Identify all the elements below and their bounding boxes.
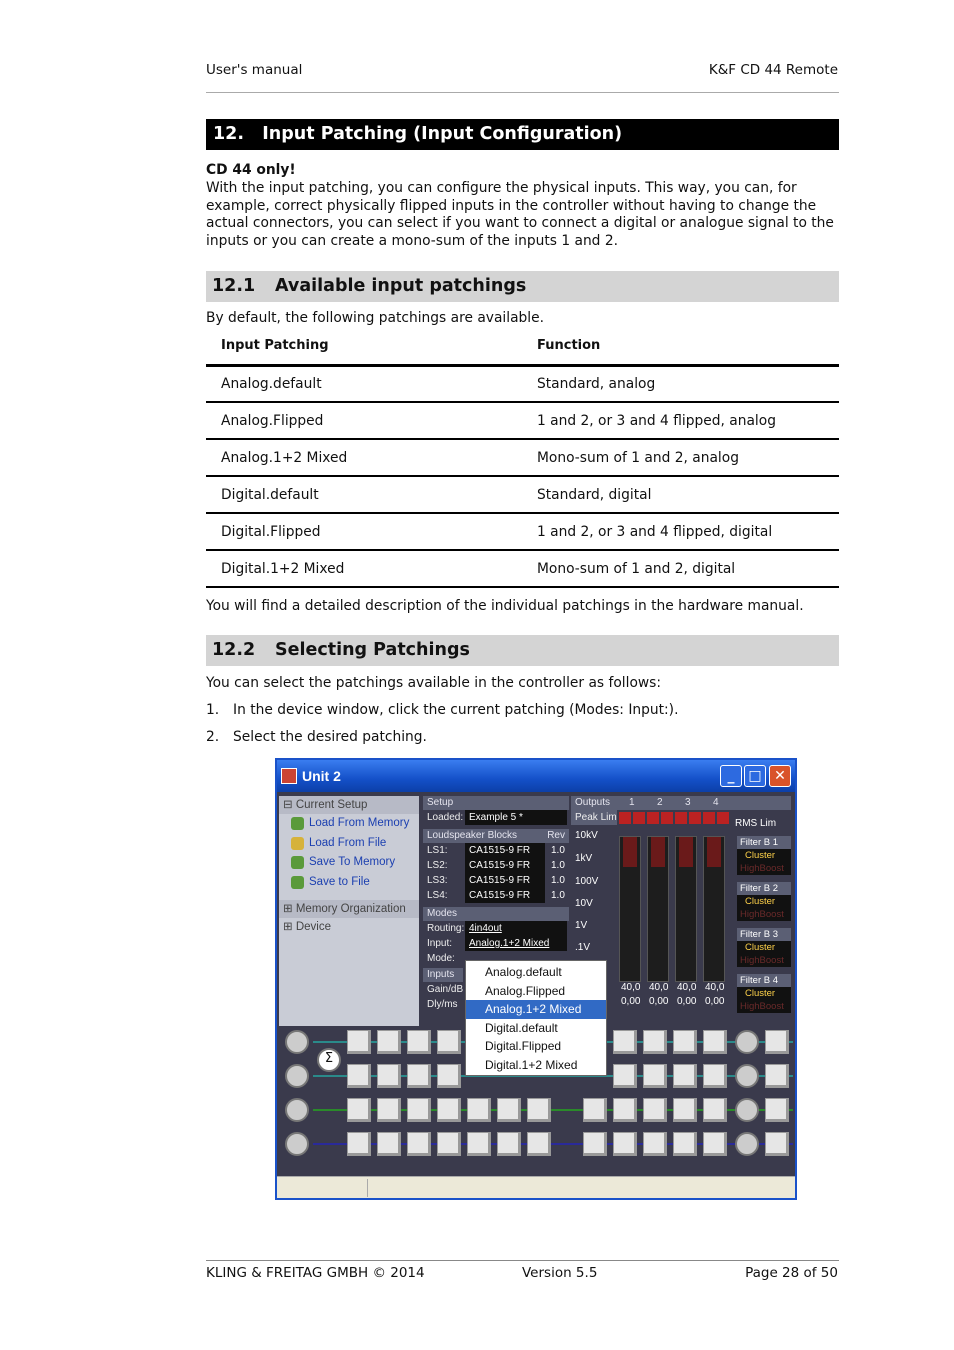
header-left: User's manual [206, 62, 303, 78]
table-cell: Digital.1+2 Mixed [206, 550, 522, 587]
crossover-block-icon[interactable] [497, 1132, 521, 1156]
sidebar-device[interactable]: ⊞ Device [279, 918, 419, 936]
crossover-block-icon[interactable] [673, 1132, 697, 1156]
table-cell: Standard, digital [522, 476, 839, 513]
footer-center: Version 5.5 [522, 1265, 598, 1281]
amp-block-icon[interactable] [765, 1132, 789, 1156]
polarity-block-icon[interactable] [613, 1030, 637, 1054]
polarity-block-icon[interactable] [613, 1098, 637, 1122]
menu-item[interactable]: Digital.1+2 Mixed [485, 1057, 578, 1072]
delay-block-icon[interactable] [703, 1132, 727, 1156]
close-icon[interactable]: ✕ [769, 765, 791, 787]
routing-value[interactable]: 4in4out [465, 921, 567, 936]
modes-head: Modes [423, 907, 569, 921]
sidebar-current-setup[interactable]: ⊟ Current Setup [279, 796, 419, 814]
subsection-heading-1 [206, 271, 839, 302]
crossover-block-icon[interactable] [673, 1064, 697, 1088]
patching-table [206, 328, 839, 588]
setup-panel: Setup Loaded: Example 5 * Loudspeaker Blocks Rev LS1: CA1515-9 FR 1.0 LS2: CA1515-9 FR 1.0 LS3: CA1515-9 FR 1.0 LS4: CA1515-9 FR 1.0 Modes Routing: 4in4out Input: Analog.1+2 Mixed Mode: Inputs Gain/dB Dly/ms [423, 796, 569, 1012]
subsection-number: 12.2 [212, 640, 256, 660]
save-file-icon [291, 876, 304, 889]
limiter-block-icon[interactable] [643, 1132, 667, 1156]
menu-item-selected[interactable]: Analog.1+2 Mixed [466, 1000, 606, 1019]
peak-lim-label: Peak Lim [575, 812, 617, 823]
eq-block-icon[interactable] [347, 1098, 371, 1122]
table-cell: Standard, analog [522, 365, 839, 402]
limiter-block-icon[interactable] [643, 1030, 667, 1054]
subsection-title: Selecting Patchings [275, 640, 470, 660]
subsection-lead: By default, the following patchings are available. [206, 310, 544, 326]
loaded-label: Loaded: [427, 812, 464, 823]
ls-value[interactable]: CA1515-9 FR [465, 843, 545, 858]
crossover-block-icon[interactable] [673, 1098, 697, 1122]
filter-block-icon[interactable] [467, 1132, 491, 1156]
filter-block-icon[interactable] [377, 1064, 401, 1088]
filter-block-icon[interactable] [583, 1098, 607, 1122]
section-heading [206, 119, 839, 150]
sum-icon[interactable]: Σ [317, 1048, 341, 1072]
ls-value[interactable]: CA1515-9 FR [465, 858, 545, 873]
filter-block-icon[interactable] [407, 1064, 431, 1088]
table-row [206, 439, 839, 476]
filter-block-icon[interactable] [437, 1030, 461, 1054]
load-memory-icon [291, 817, 304, 830]
filter-block-icon[interactable] [377, 1132, 401, 1156]
level-meter [619, 836, 641, 982]
header-rule [206, 92, 839, 93]
section-number: 12. [213, 124, 245, 144]
subsection-heading-2 [206, 635, 839, 666]
filter-block-icon[interactable] [407, 1030, 431, 1054]
delay-block-icon[interactable] [703, 1098, 727, 1122]
table-cell: Mono-sum of 1 and 2, analog [522, 439, 839, 476]
delay-block-icon[interactable] [703, 1064, 727, 1088]
loaded-value: Example 5 * [465, 810, 567, 825]
filter-block-icon[interactable] [467, 1098, 491, 1122]
filter-box[interactable]: Filter B 3 Cluster HighBoost [737, 928, 791, 972]
output-knob-icon[interactable] [735, 1132, 759, 1156]
section-title: Input Patching (Input Configuration) [262, 124, 623, 144]
table-cell: Digital.default [206, 476, 522, 513]
filter-block-icon[interactable] [377, 1030, 401, 1054]
footer-left: KLING & FREITAG GMBH © 2014 [206, 1265, 425, 1281]
header-right: K&F CD 44 Remote [708, 62, 838, 78]
amp-block-icon[interactable] [765, 1030, 789, 1054]
intro-line-4: inputs or you can create a mono-sum of the inputs 1 and 2. [206, 232, 618, 249]
setup-head: Setup [423, 796, 569, 810]
eq-block-icon[interactable] [347, 1030, 371, 1054]
output-knob-icon[interactable] [735, 1098, 759, 1122]
ls-value[interactable]: CA1515-9 FR [465, 873, 545, 888]
patching-dropdown-menu [465, 960, 607, 1076]
footer-right: Page 28 of 50 [745, 1265, 838, 1281]
table-cell: 1 and 2, or 3 and 4 flipped, analog [522, 402, 839, 439]
table-row [206, 365, 839, 402]
dly-value[interactable]: 0,00 [649, 996, 669, 1007]
input-connector-icon[interactable] [285, 1132, 309, 1156]
level-meter [647, 836, 669, 982]
table-cell: Analog.Flipped [206, 402, 522, 439]
status-bar [277, 1176, 795, 1198]
gain-row [619, 982, 731, 996]
menu-item[interactable]: Digital.default [485, 1020, 558, 1035]
dly-value[interactable]: 0,00 [621, 996, 641, 1007]
polarity-block-icon[interactable] [613, 1064, 637, 1088]
app-icon [281, 768, 297, 784]
table-row [206, 550, 839, 587]
footer-rule [206, 1260, 839, 1261]
sidebar-item-save-memory[interactable]: Save To Memory [279, 853, 419, 873]
menu-item[interactable]: Analog.default [485, 965, 562, 979]
step-text: In the device window, click the current patching (Modes: Input:). [233, 702, 679, 718]
polarity-block-icon[interactable] [613, 1132, 637, 1156]
dly-value[interactable]: 0,00 [705, 996, 725, 1007]
subsection-number: 12.1 [212, 276, 256, 296]
filter-block-icon[interactable] [407, 1098, 431, 1122]
gain-value[interactable]: 40,0 [621, 982, 641, 993]
save-memory-icon [291, 856, 304, 869]
eq-block-icon[interactable] [347, 1064, 371, 1088]
table-header: Function [522, 328, 839, 365]
filter-box[interactable]: Filter B 2 Cluster HighBoost [737, 882, 791, 926]
table-cell: Analog.default [206, 365, 522, 402]
filter-box[interactable]: Filter B 1 Cluster HighBoost [737, 836, 791, 880]
delay-block-icon[interactable] [527, 1132, 551, 1156]
intro-line-1: With the input patching, you can configure the physical inputs. This way, you can, for [206, 180, 797, 196]
limiter-block-icon[interactable] [643, 1064, 667, 1088]
unit-window [275, 758, 797, 1200]
eq-block-icon[interactable] [347, 1132, 371, 1156]
crossover-block-icon[interactable] [497, 1098, 521, 1122]
amp-block-icon[interactable] [765, 1098, 789, 1122]
input-connector-icon[interactable] [285, 1064, 309, 1088]
gain-value[interactable]: 40,0 [705, 982, 725, 993]
level-meter [703, 836, 725, 982]
maximize-icon[interactable]: □ [744, 765, 766, 787]
subsection-title: Available input patchings [275, 276, 527, 296]
sidebar [279, 796, 419, 1026]
filter-block-icon[interactable] [437, 1132, 461, 1156]
cd44-note: CD 44 only! [206, 162, 296, 178]
filter-block-icon[interactable] [377, 1098, 401, 1122]
filter-block-icon[interactable] [583, 1132, 607, 1156]
step-number: 1. [206, 702, 220, 718]
table-cell: Digital.Flipped [206, 513, 522, 550]
table-row [206, 402, 839, 439]
peak-limit-leds [619, 812, 731, 824]
level-meter [675, 836, 697, 982]
sidebar-item-load-memory[interactable]: Load From Memory [279, 814, 419, 834]
dly-value[interactable]: 0,00 [677, 996, 697, 1007]
menu-item[interactable]: Digital.Flipped [485, 1039, 562, 1054]
intro-line-3: actual connectors, you can select if you want to connect a digital or analogue signal to the [206, 215, 834, 231]
table-row [206, 513, 839, 550]
rms-lim-label: RMS Lim [735, 818, 777, 829]
table-header-row [206, 328, 839, 365]
menu-item[interactable]: Analog.Flipped [485, 983, 566, 998]
dly-row [619, 996, 731, 1010]
inputs-head: Inputs [423, 968, 463, 982]
minimize-icon[interactable]: _ [720, 765, 742, 787]
step-number: 2. [206, 729, 220, 745]
table-cell: Mono-sum of 1 and 2, digital [522, 550, 839, 587]
table-header: Input Patching [206, 328, 522, 365]
folder-icon [291, 837, 304, 850]
gain-value[interactable]: 40,0 [649, 982, 669, 993]
ls-value[interactable]: CA1515-9 FR [465, 888, 545, 903]
output-knob-icon[interactable] [735, 1030, 759, 1054]
outputs-head: Outputs 1 2 3 4 [571, 796, 791, 810]
gain-value[interactable]: 40,0 [677, 982, 697, 993]
window-title: Unit 2 [302, 768, 341, 784]
intro-line-2: example, correct physically flipped inputs in the controller without having to change the [206, 197, 817, 214]
amp-block-icon[interactable] [765, 1064, 789, 1088]
window-titlebar[interactable] [277, 760, 795, 792]
input-connector-icon[interactable] [285, 1098, 309, 1122]
ls-head: Loudspeaker Blocks Rev [423, 829, 569, 843]
table-cell: 1 and 2, or 3 and 4 flipped, digital [522, 513, 839, 550]
input-patching-select[interactable]: Analog.1+2 Mixed [465, 936, 567, 951]
sidebar-memory-organization[interactable]: ⊞ Memory Organization [279, 900, 419, 918]
table-row [206, 476, 839, 513]
subsection-lead: You can select the patchings available in the controller as follows: [206, 675, 662, 691]
delay-block-icon[interactable] [527, 1098, 551, 1122]
crossover-block-icon[interactable] [673, 1030, 697, 1054]
sidebar-item-save-file[interactable]: Save to File [279, 873, 419, 893]
after-table-text: You will find a detailed description of the individual patchings in the hardware manual. [206, 598, 804, 614]
sidebar-item-load-file[interactable]: Load From File [279, 834, 419, 854]
input-connector-icon[interactable] [285, 1030, 309, 1054]
filter-box[interactable]: Filter B 4 Cluster HighBoost [737, 974, 791, 1018]
delay-block-icon[interactable] [703, 1030, 727, 1054]
outputs-panel: Outputs 1 2 3 4 Peak Lim RMS Lim 10kV 1kV 100V 10V 1V .1V 40,0 40,0 40,0 40,0 0,00 0,00 0,00 0,00 [571, 796, 791, 1012]
output-knob-icon[interactable] [735, 1064, 759, 1088]
filter-block-icon[interactable] [407, 1132, 431, 1156]
step-text: Select the desired patching. [233, 729, 427, 745]
table-cell: Analog.1+2 Mixed [206, 439, 522, 476]
filter-block-icon[interactable] [437, 1064, 461, 1088]
limiter-block-icon[interactable] [643, 1098, 667, 1122]
filter-block-icon[interactable] [437, 1098, 461, 1122]
